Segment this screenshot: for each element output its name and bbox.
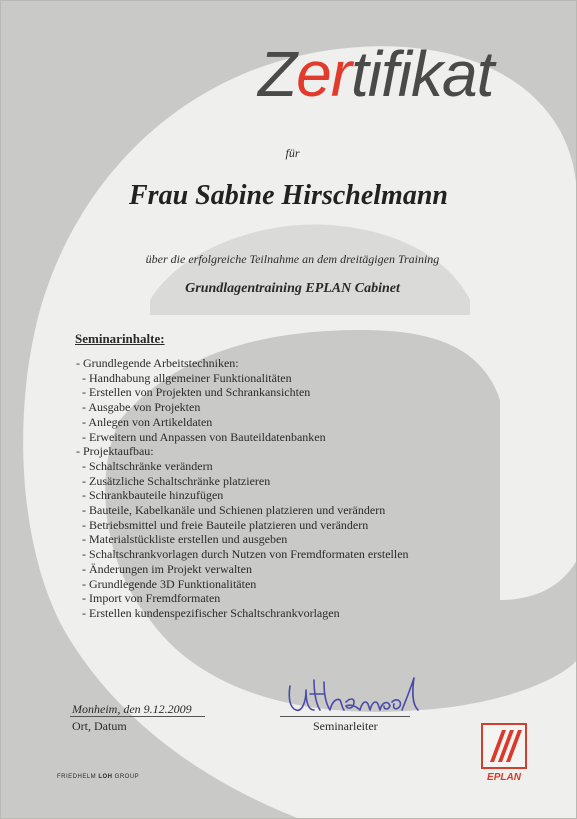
eplan-logo-icon [480,722,528,784]
footer-group-part1: FRIEDHELM [57,774,99,780]
seminar-subitem: - Schrankbauteile hinzufügen [82,488,224,503]
seminar-subitem: - Grundlegende 3D Funktionalitäten [82,576,257,591]
footer-group-name [57,774,139,780]
seminar-subitem: - Bauteile, Kabelkanäle und Schienen platzieren und verändern [82,503,386,518]
seminar-topic: - Projektaufbau: [76,444,154,459]
seminar-subitem: - Import von Fremdformaten [82,591,221,606]
title-part1: Z [258,38,297,110]
seminar-subitem: - Schaltschränke verändern [82,458,213,473]
certificate-title [258,38,558,110]
title-accent: er [296,38,351,110]
seminar-subitem: - Ausgabe von Projekten [82,400,201,415]
seminar-topic: - Grundlegende Arbeitstechniken: [76,356,239,370]
seminar-subitem: - Erstellen kundenspezifischer Schaltschrankvorlagen [82,605,340,620]
seminar-subitem: - Materialstückliste erstellen und ausgeben [82,532,288,547]
footer-group-bold: LOH [98,774,113,780]
recipient-name: Frau Sabine Hirschelmann [129,180,448,211]
seminar-subitem: - Erweitern und Anpassen von Bauteildatenbanken [82,429,326,444]
seminar-subitem: - Schaltschrankvorlagen durch Nutzen von Fremdformaten erstellen [82,547,409,562]
signature-line [280,716,410,717]
eplan-logo-text: EPLAN [487,772,521,783]
seminar-leader-label: Seminarleiter [313,719,378,733]
seminar-heading: Seminarinhalte: [75,331,165,346]
place-date-label: Ort, Datum [72,719,127,733]
seminar-content-list [76,356,516,621]
seminar-subitem: - Änderungen im Projekt verwalten [82,561,252,576]
place-date-line [70,716,205,717]
seminar-subitem: - Erstellen von Projekten und Schrankansichten [82,385,311,400]
seminar-subitem: - Betriebsmittel und freie Bauteile platzieren und verändern [82,517,369,532]
for-label: für [285,146,300,160]
footer-group-part2: GROUP [112,774,140,780]
place-date-value: Monheim, den 9.12.2009 [72,702,192,716]
seminar-subitem: - Anlegen von Artikeldaten [82,414,213,429]
participation-text: über die erfolgreiche Teilnahme an dem dreitägigen Training [145,252,440,266]
training-name: Grundlagentraining EPLAN Cabinet [185,281,400,296]
title-part2: tifikat [351,38,494,110]
seminar-subitem: - Zusätzliche Schaltschränke platzieren [82,473,271,488]
handwritten-signature [284,672,424,718]
seminar-subitem: - Handhabung allgemeiner Funktionalitäten [82,370,292,385]
